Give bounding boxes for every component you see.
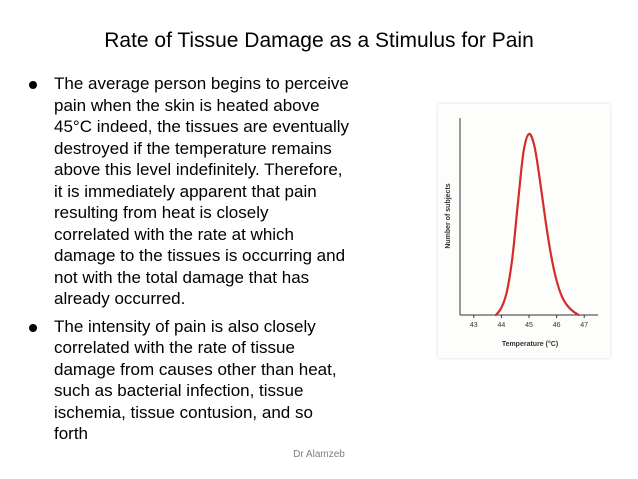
bullet-line: already occurred. bbox=[54, 289, 186, 308]
bullet-line: correlated with the rate at which bbox=[54, 224, 295, 244]
series-line bbox=[496, 134, 579, 315]
bullet-icon bbox=[29, 324, 37, 332]
bullet-item bbox=[28, 316, 428, 445]
x-axis-label: Temperature (°C) bbox=[501, 341, 559, 348]
bullet-line: 45°C indeed, the tissues are eventually bbox=[54, 117, 350, 136]
footer-author: Dr Alamzeb bbox=[293, 449, 345, 460]
bullet-line: forth bbox=[54, 424, 89, 443]
bullet-line: pain when the skin is heated above bbox=[54, 95, 320, 115]
bullet-line: not with the total damage that has bbox=[54, 267, 310, 287]
bullet-line: correlated with the rate of tissue bbox=[54, 338, 295, 357]
temperature-distribution-figure bbox=[438, 104, 610, 358]
x-tick-label: 43 bbox=[469, 322, 478, 329]
bullet-line: above this level indefinitely. Therefore, bbox=[54, 160, 343, 179]
x-tick-group bbox=[470, 315, 588, 329]
slide-title: Rate of Tissue Damage as a Stimulus for Pain bbox=[104, 29, 534, 52]
y-axis-label: Number of subjects bbox=[445, 183, 452, 249]
bullet-line: ischemia, tissue contusion, and so bbox=[54, 402, 313, 422]
bullet-line: The average person begins to perceive bbox=[54, 74, 349, 93]
bullet-line: it is immediately apparent that pain bbox=[54, 181, 317, 201]
x-tick-label: 47 bbox=[580, 322, 589, 329]
temperature-distribution-chart bbox=[438, 104, 610, 358]
bullet-list bbox=[28, 73, 428, 451]
bullet-line: destroyed if the temperature remains bbox=[54, 138, 332, 158]
bullet-line: resulting from heat is closely bbox=[54, 203, 269, 222]
x-tick-label: 44 bbox=[497, 322, 506, 329]
bullet-line: damage to the tissues is occurring and bbox=[54, 246, 346, 265]
bullet-line: such as bacterial infection, tissue bbox=[54, 381, 304, 400]
x-tick-label: 45 bbox=[525, 322, 533, 329]
bullet-item bbox=[28, 73, 428, 310]
bullet-line: damage from causes other than heat, bbox=[54, 359, 337, 379]
x-tick-label: 46 bbox=[552, 322, 561, 329]
bullet-icon bbox=[29, 81, 37, 89]
bullet-line: The intensity of pain is also closely bbox=[54, 316, 316, 336]
